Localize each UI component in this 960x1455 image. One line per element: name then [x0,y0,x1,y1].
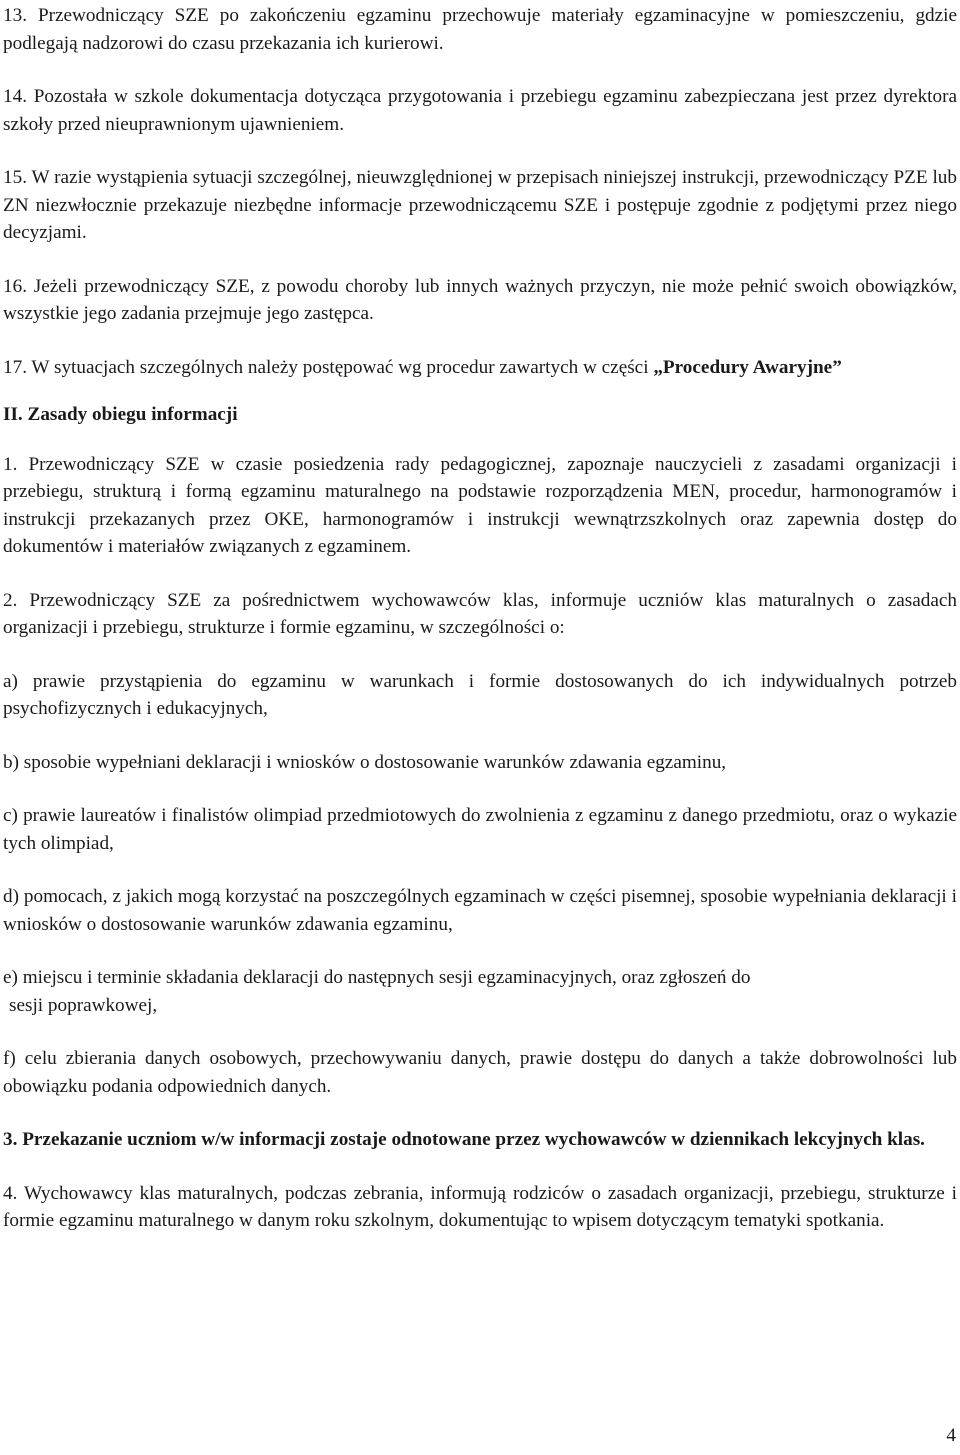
list-item-e-line-2: sesji poprawkowej, [9,994,158,1016]
paragraph-13: 13. Przewodniczący SZE po zakończeniu egzaminu przechowuje materiały egzaminacyjne w pomieszczeniu, gdzie podlegają nadzorowi do czasu przekazania ich kurierowi. [3,5,957,54]
list-item-e [3,964,957,1019]
section-item-2: 2. Przewodniczący SZE za pośrednictwem wychowawców klas, informuje uczniów klas maturalnych o zasadach organizacji i przebiegu, strukturze i formie egzaminu, w szczególności o: [3,589,957,638]
paragraph-17-bold: „Procedury Awaryjne” [653,356,842,378]
section-heading: II. Zasady obiegu informacji [3,404,238,425]
section-item-4: 4. Wychowawcy klas maturalnych, podczas zebrania, informują rodziców o zasadach organizacji, przebiegu, strukturze i formie egzaminu maturalnego w danym roku szkolnym, dokumentując to wpisem dotyczącym tematyki spotkania. [3,1182,957,1231]
paragraph-17 [3,354,957,382]
paragraph-14: 14. Pozostała w szkole dokumentacja dotycząca przygotowania i przebiegu egzaminu zabezpieczana jest przez dyrektora szkoły przed nieuprawnionym ujawnieniem. [3,86,957,135]
list-item-e-line-1: e) miejscu i terminie składania deklaracji do następnych sesji egzaminacyjnych, oraz zgłoszeń do [3,967,751,988]
document-page [3,0,957,1235]
page-number: 4 [946,1425,956,1446]
list-item-f: f) celu zbierania danych osobowych, przechowywaniu danych, prawie dostępu do danych a także dobrowolności lub obowiązku podania odpowiednich danych. [3,1048,957,1097]
paragraph-16: 16. Jeżeli przewodniczący SZE, z powodu choroby lub innych ważnych przyczyn, nie może pełnić swoich obowiązków, wszystkie jego zadania przejmuje jego zastępca. [3,275,957,324]
paragraph-17-text: 17. W sytuacjach szczególnych należy postępować wg procedur zawartych w części [3,356,654,378]
list-item-a: a) prawie przystąpienia do egzaminu w warunkach i formie dostosowanych do ich indywidualnych potrzeb psychofizycznych i edukacyjnych, [3,670,957,719]
section-item-1: 1. Przewodniczący SZE w czasie posiedzenia rady pedagogicznej, zapoznaje nauczycieli z zasadami organizacji i przebiegu, strukturą i formą egzaminu maturalnego na podstawie rozporządzenia MEN, procedur, harmonogramów i instrukcji przekazanych przez OKE, harmonogramów i instrukcji wewnątrzszkolnych oraz zapewnia dostęp do dokumentów i materiałów związanych z egzaminem. [3,453,957,557]
section-item-3: 3. Przekazanie uczniom w/w informacji zostaje odnotowane przez wychowawców w dziennikach lekcyjnych klas. [3,1129,925,1150]
paragraph-15: 15. W razie wystąpienia sytuacji szczególnej, nieuwzględnionej w przepisach niniejszej instrukcji, przewodniczący PZE lub ZN niezwłocznie przekazuje niezbędne informacje przewodniczącemu SZE i postępuje zgodnie z podjętymi przez niego decyzjami. [3,167,957,243]
list-item-c: c) prawie laureatów i finalistów olimpiad przedmiotowych do zwolnienia z egzaminu z danego przedmiotu, oraz o wykazie tych olimpiad, [3,805,957,854]
list-item-d: d) pomocach, z jakich mogą korzystać na poszczególnych egzaminach w części pisemnej, sposobie wypełniania deklaracji i wniosków o dostosowanie warunków zdawania egzaminu, [3,886,957,935]
list-item-b: b) sposobie wypełniani deklaracji i wniosków o dostosowanie warunków zdawania egzaminu, [3,751,727,773]
